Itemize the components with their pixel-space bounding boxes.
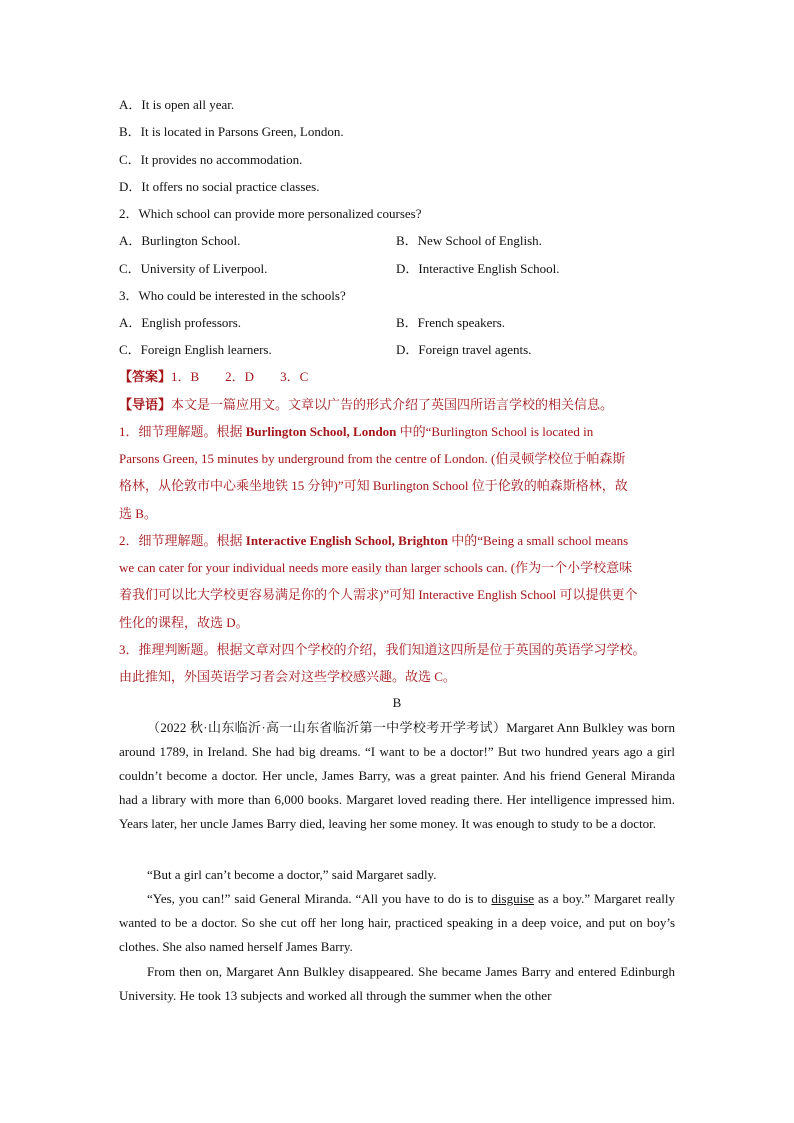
explanation-1-heading: Burlington School, London xyxy=(245,424,397,439)
explanation-2-line-4: 性化的课程，故选 D。 xyxy=(119,615,249,630)
q1-option-c: C．It provides no accommodation. xyxy=(119,152,303,167)
explanation-1-prefix: 1．细节理解题。根据 xyxy=(119,424,246,439)
explanation-1-line-2: Parsons Green, 15 minutes by underground from the centre of London. (伯灵顿学校位于帕森斯 xyxy=(119,451,626,466)
explanation-2-quote: 中的“Being a small school means xyxy=(448,533,629,548)
explanation-2-line-3: 着我们可以比大学校更容易满足你的个人需求)”可知 Interactive English School 可以提供更个 xyxy=(119,587,638,602)
explanation-1-line-4: 选 B。 xyxy=(119,506,157,521)
answer-text: 1．B 2．D 3．C xyxy=(171,369,309,384)
q2-option-d: D．Interactive English School. xyxy=(396,261,560,276)
passage-paragraph-3 xyxy=(119,887,675,959)
q3-option-b: B．French speakers. xyxy=(396,315,506,330)
q2-option-c: C．University of Liverpool. xyxy=(119,261,268,276)
explanation-2-prefix: 2．细节理解题。根据 xyxy=(119,533,246,548)
q2-option-a: A．Burlington School. xyxy=(119,233,241,248)
answer-tag: 【答案】 xyxy=(119,369,172,384)
explanation-2-line-2: we can cater for your individual needs more easily than larger schools can. (作为一个小学校意味 xyxy=(119,560,633,575)
passage-paragraph-2: “But a girl can’t become a doctor,” said Margaret sadly. xyxy=(147,867,437,882)
guide-line xyxy=(119,397,613,413)
explanation-1-line-1 xyxy=(119,424,593,440)
q3-option-a: A．English professors. xyxy=(119,315,242,330)
explanation-1-quote: 中的“Burlington School is located in xyxy=(396,424,594,439)
q2-stem: 2．Which school can provide more personalized courses? xyxy=(119,206,422,221)
answer-line xyxy=(119,369,308,385)
explanation-3-line-2: 由此推知，外国英语学习者会对这些学校感兴趣。故选 C。 xyxy=(119,669,456,684)
q1-option-b: B．It is located in Parsons Green, London. xyxy=(119,124,344,139)
q3-option-c: C．Foreign English learners. xyxy=(119,342,272,357)
q3-stem: 3．Who could be interested in the schools? xyxy=(119,288,346,303)
underlined-word: disguise xyxy=(491,891,535,906)
passage-paragraph-3-start: “Yes, you can!” said General Miranda. “All you have to do is to xyxy=(147,891,492,906)
section-heading-b: B xyxy=(392,695,402,710)
passage-paragraph-4: From then on, Margaret Ann Bulkley disappeared. She became James Barry and entered Edinburgh University. He took 13 subjects and worked all through the summer when the other xyxy=(119,964,675,1003)
explanation-2-line-1 xyxy=(119,533,628,549)
passage-paragraph-3-end: as a boy.” Margaret really wanted to be a doctor. So she cut off her long hair, practiced speaking in a deep voice, and put on boy’s clothes. She also named herself James Barry. xyxy=(119,891,675,954)
guide-text: 本文是一篇应用文。文章以广告的形式介绍了英国四所语言学校的相关信息。 xyxy=(171,397,614,412)
guide-tag: 【导语】 xyxy=(119,397,172,412)
q2-option-b: B．New School of English. xyxy=(396,233,542,248)
explanation-2-heading: Interactive English School, Brighton xyxy=(245,533,449,548)
q1-option-d: D．It offers no social practice classes. xyxy=(119,179,320,194)
q3-option-d: D．Foreign travel agents. xyxy=(396,342,532,357)
passage-paragraph-1: （2022 秋·山东临沂·高一山东省临沂第一中学校考开学考试）Margaret Ann Bulkley was born around 1789, in Ireland. She had big dreams. “I want to be a doctor!” But two hundred years ago a girl couldn’t become a doctor. Her uncle, James Barry, was a great painter. And his friend General Miranda had a library with more than 6,000 books. Margaret loved reading there. Her intelligence impressed him. Years later, her uncle James Barry died, leaving her some money. It was enough to study to be a doctor. xyxy=(119,720,675,831)
explanation-1-line-3: 格林，从伦敦市中心乘坐地铁 15 分钟)”可知 Burlington School 位于伦敦的帕森斯格林，故 xyxy=(119,478,628,493)
explanation-3-line-1: 3．推理判断题。根据文章对四个学校的介绍，我们知道这四所是位于英国的英语学习学校。 xyxy=(119,642,646,657)
q1-option-a: A．It is open all year. xyxy=(119,97,235,112)
